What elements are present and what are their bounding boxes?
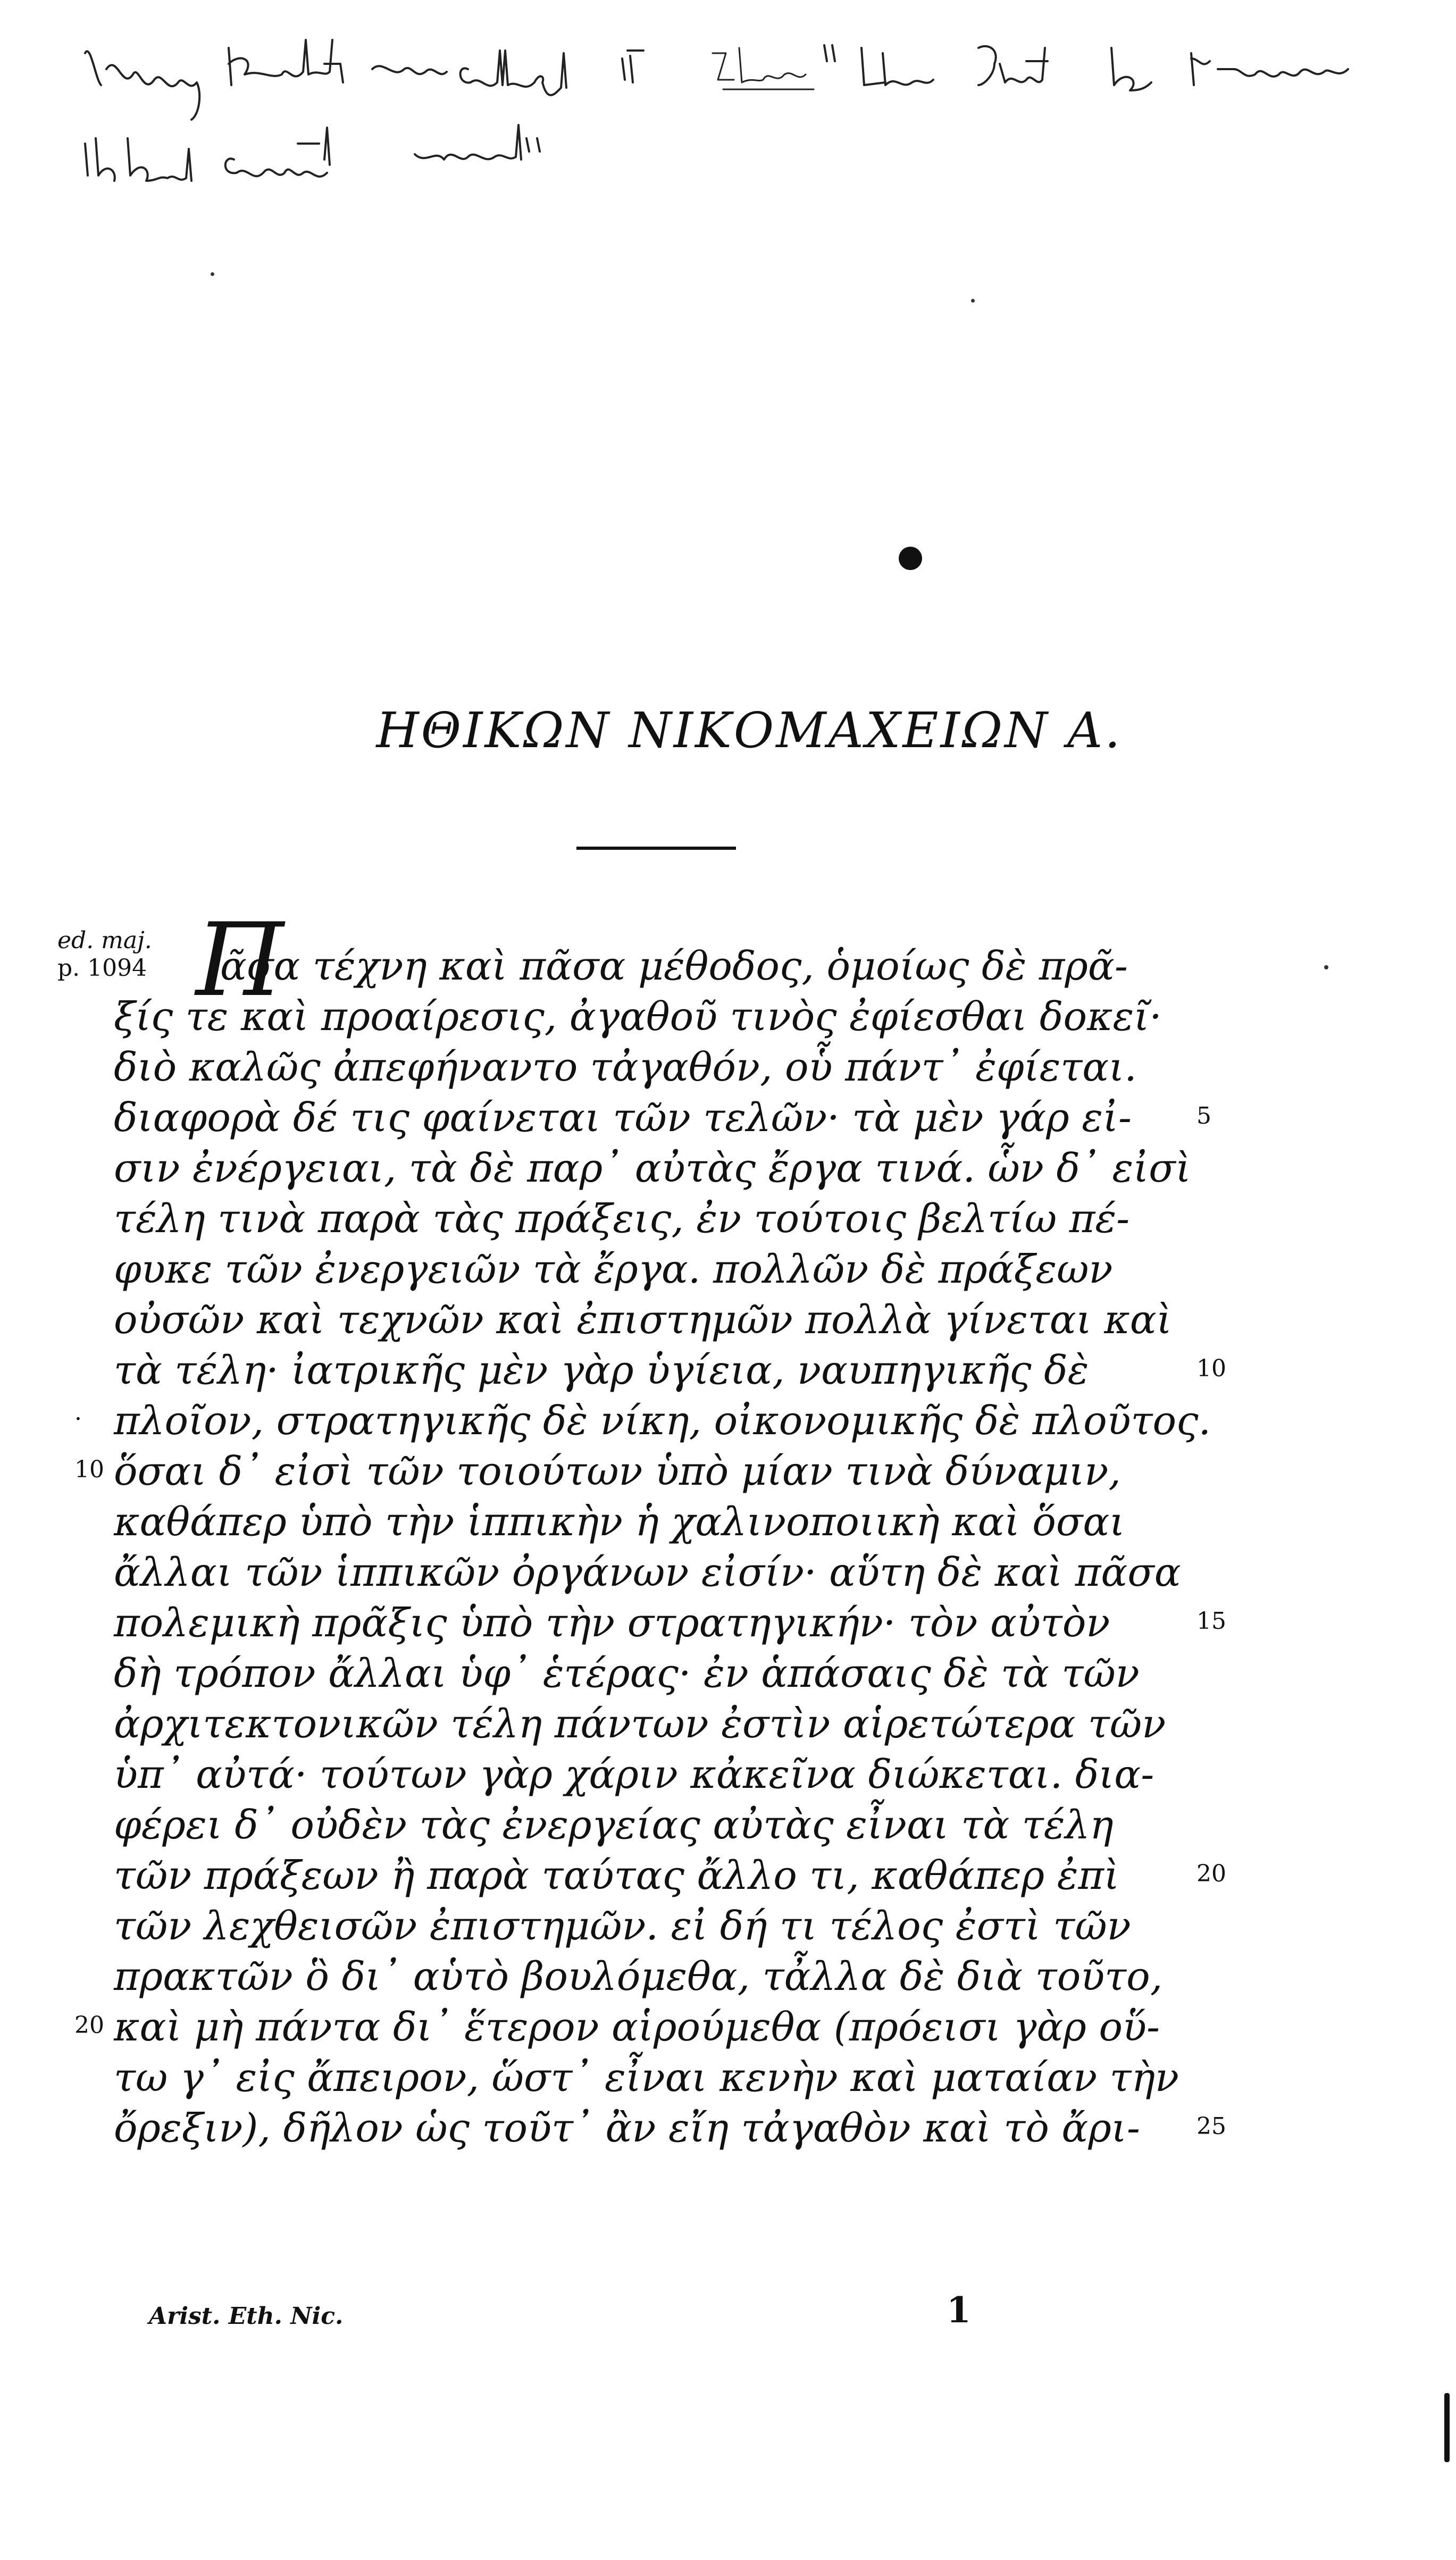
text-line	[114, 2103, 1199, 2154]
text-line	[114, 1547, 1199, 1598]
text-line-content: πλοῖον, στρατηγικῆς δὲ νίκη, οἰκονομικῆς δὲ πλοῦτος.	[114, 1398, 1211, 1444]
line-number-left: ·	[74, 1406, 82, 1433]
handwritten-annotation	[74, 32, 1404, 202]
text-line-content: ὅσαι δ᾽ εἰσὶ τῶν τοιούτων ὑπὸ μίαν τινὰ δύναμιν,	[114, 1449, 1121, 1494]
text-line-content: διὸ καλῶς ἀπεφήναντο τἀγαθόν, οὗ πάντ᾽ ἐφίεται.	[114, 1044, 1137, 1090]
page-number: 1	[947, 2289, 971, 2331]
handwriting-scribble-icon	[74, 32, 1404, 202]
text-line	[114, 2053, 1199, 2103]
text-line	[114, 2002, 1199, 2053]
text-line-content: ἄλλαι τῶν ἱππικῶν ὀργάνων εἰσίν· αὕτη δὲ καὶ πᾶσα	[114, 1550, 1181, 1595]
print-speck	[211, 272, 214, 276]
text-line	[114, 1446, 1199, 1497]
text-line-content: ᾶσα τέχνη καὶ πᾶσα μέθοδος, ὁμοίως δὲ πρᾶ-	[220, 943, 1128, 989]
line-number-right: 20	[1196, 1860, 1226, 1887]
page-edge-mark	[1444, 2393, 1450, 2462]
text-line	[114, 1952, 1199, 2002]
text-line-content: τω γ᾽ εἰς ἄπειρον, ὥστ᾽ εἶναι κενὴν καὶ ματαίαν τὴν	[114, 2055, 1179, 2101]
text-line	[114, 1396, 1211, 1446]
ink-dot-icon	[899, 547, 922, 570]
text-line-content: τὰ τέλη· ἰατρικῆς μὲν γὰρ ὑγίεια, ναυπηγικῆς δὲ	[114, 1348, 1089, 1393]
text-line-content: φυκε τῶν ἐνεργειῶν τὰ ἔργα. πολλῶν δὲ πράξεων	[114, 1246, 1113, 1292]
text-line-content: καὶ μὴ πάντα δι᾽ ἕτερον αἱρούμεθα (πρόεισι γὰρ οὕ-	[114, 2004, 1160, 2050]
text-line-content: δὴ τρόπον ἄλλαι ὑφ᾽ ἑτέρας· ἐν ἁπάσαις δὲ τὰ τῶν	[114, 1651, 1140, 1696]
drop-cap: Π	[196, 901, 284, 1019]
line-number-right: 5	[1196, 1102, 1211, 1130]
page-reference: p. 1094	[57, 955, 147, 982]
line-number-right: 15	[1196, 1608, 1226, 1635]
text-line	[114, 1699, 1199, 1750]
text-line-content: οὐσῶν καὶ τεχνῶν καὶ ἐπιστημῶν πολλὰ γίνεται καὶ	[114, 1297, 1172, 1343]
text-line	[114, 941, 1199, 992]
text-line	[114, 1598, 1199, 1649]
print-speck	[971, 299, 975, 303]
text-line-content: πολεμικὴ πρᾶξις ὑπὸ τὴν στρατηγικήν· τὸν αὐτὸν	[114, 1600, 1110, 1646]
text-line-content: ξίς τε καὶ προαίρεσις, ἀγαθοῦ τινὸς ἐφίεσθαι δοκεῖ·	[114, 994, 1162, 1040]
text-line	[114, 1901, 1199, 1952]
text-line	[114, 1800, 1199, 1851]
text-line	[114, 1750, 1199, 1800]
text-line	[114, 992, 1199, 1042]
text-line	[114, 1244, 1199, 1295]
text-line	[114, 1042, 1199, 1093]
line-number-right: 10	[1196, 1355, 1226, 1382]
signature-mark: Arist. Eth. Nic.	[149, 2303, 344, 2330]
text-line	[114, 1295, 1199, 1345]
text-line-content: σιν ἐνέργειαι, τὰ δὲ παρ᾽ αὐτὰς ἔργα τινά. ὧν δ᾽ εἰσὶ	[114, 1145, 1191, 1191]
text-line	[114, 1143, 1199, 1194]
text-line-content: διαφορὰ δέ τις φαίνεται τῶν τελῶν· τὰ μὲν γάρ εἰ-	[114, 1095, 1132, 1141]
text-line	[114, 1851, 1199, 1901]
title-divider	[576, 847, 736, 850]
line-number-left: 10	[74, 1456, 104, 1483]
print-speck	[1324, 965, 1328, 969]
text-line-content: ὄρεξιν), δῆλον ὡς τοῦτ᾽ ἂν εἴη τἀγαθὸν καὶ τὸ ἄρι-	[114, 2105, 1140, 2151]
text-line	[114, 1345, 1199, 1396]
text-line-content: ἀρχιτεκτονικῶν τέλη πάντων ἐστὶν αἱρετώτερα τῶν	[114, 1701, 1166, 1747]
text-line-content: τῶν λεχθεισῶν ἐπιστημῶν. εἰ δή τι τέλος ἐστὶ τῶν	[114, 1903, 1131, 1949]
text-line-content: φέρει δ᾽ οὐδὲν τὰς ἐνεργείας αὐτὰς εἶναι τὰ τέλη	[114, 1802, 1114, 1848]
text-line	[114, 1194, 1199, 1244]
text-line	[114, 1649, 1199, 1699]
text-line-content: πρακτῶν ὃ δι᾽ αὑτὸ βουλόμεθα, τἆλλα δὲ διὰ τοῦτο,	[114, 1954, 1163, 2000]
book-title: ΗΘΙΚΩΝ ΝΙΚΟΜΑΧΕΙΩΝ Α.	[376, 702, 1123, 759]
line-number-left: 20	[74, 2012, 104, 2039]
text-line-content: ὑπ᾽ αὐτά· τούτων γὰρ χάριν κἀκεῖνα διώκεται. δια-	[114, 1752, 1154, 1797]
text-line-content: τῶν πράξεων ἢ παρὰ ταύτας ἄλλο τι, καθάπερ ἐπὶ	[114, 1853, 1120, 1898]
text-line	[114, 1093, 1199, 1143]
text-line-content: τέλη τινὰ παρὰ τὰς πράξεις, ἐν τούτοις βελτίω πέ-	[114, 1196, 1130, 1242]
text-line-content: καθάπερ ὑπὸ τὴν ἱππικὴν ἡ χαλινοποιικὴ καὶ ὅσαι	[114, 1499, 1125, 1545]
edition-reference: ed. maj.	[57, 927, 152, 954]
text-line	[114, 1497, 1199, 1547]
line-number-right: 25	[1196, 2113, 1226, 2140]
